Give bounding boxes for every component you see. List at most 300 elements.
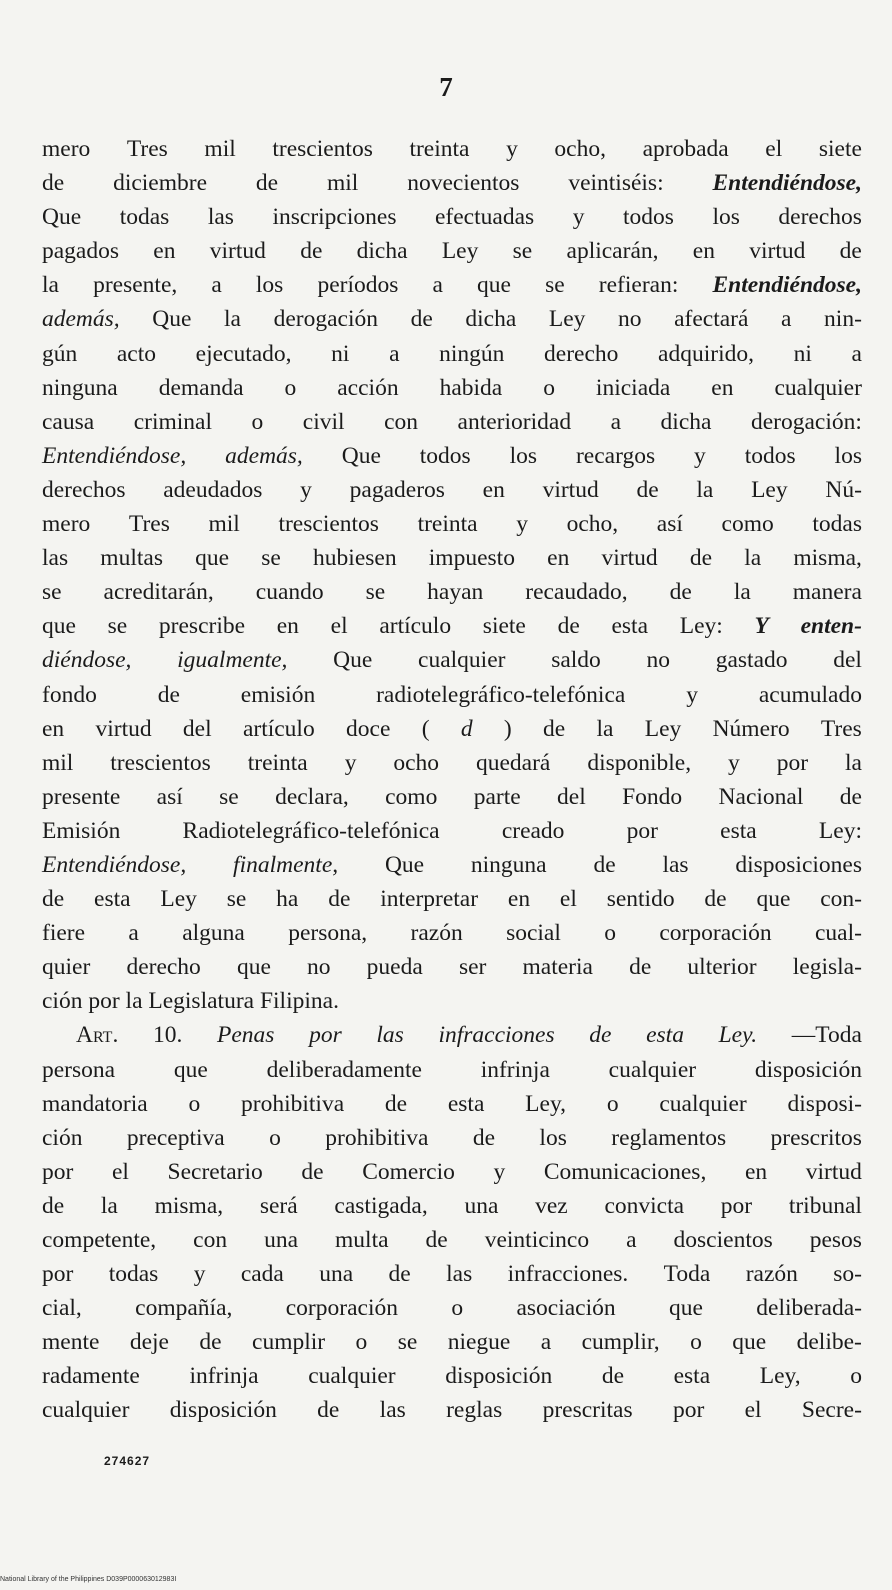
word: cualquier <box>418 647 506 674</box>
word: se <box>365 579 386 606</box>
word: criminal <box>133 408 213 435</box>
word: civil <box>302 408 345 435</box>
word: demanda <box>158 374 244 401</box>
word: ser <box>458 954 487 981</box>
word: una <box>319 1261 354 1288</box>
word: persona <box>42 1056 116 1083</box>
word: se <box>219 783 239 810</box>
word: por <box>309 1022 342 1049</box>
word: Ley <box>644 715 682 742</box>
word: y <box>344 749 357 776</box>
word: disposición <box>445 1363 553 1390</box>
word: las <box>207 204 234 231</box>
word: de <box>157 681 180 708</box>
text-line <box>42 1223 862 1257</box>
word: a <box>432 272 443 299</box>
word: de <box>300 238 323 265</box>
word: Tres <box>820 715 862 742</box>
word: trescientos <box>272 136 373 162</box>
article-heading <box>42 1018 862 1052</box>
text-line <box>42 439 862 473</box>
word: disposición <box>169 1397 277 1424</box>
word: mero <box>42 136 91 162</box>
word: o <box>604 920 617 947</box>
word: acto <box>116 340 157 367</box>
word: diéndose, <box>42 647 132 674</box>
word: ción <box>42 1124 83 1151</box>
word: finalmente, <box>233 851 339 878</box>
word: quedará <box>476 749 551 776</box>
word: esta <box>611 613 649 640</box>
text-line <box>42 1393 862 1427</box>
word: y <box>493 1158 506 1185</box>
word: en <box>482 476 505 503</box>
word: con- <box>820 886 862 913</box>
word: ni <box>331 340 350 367</box>
word: hayan <box>427 579 484 606</box>
word: que <box>236 954 271 981</box>
word: Que <box>341 442 381 469</box>
word: habida <box>439 374 503 401</box>
text-line <box>42 1359 862 1393</box>
word: cual- <box>814 920 862 947</box>
word: Ley <box>751 476 788 503</box>
word: acumulado <box>758 681 862 708</box>
signature-mark: 274627 <box>104 1454 151 1468</box>
word: treinta <box>247 749 308 776</box>
word: que <box>732 1329 767 1356</box>
text-line <box>42 916 862 950</box>
word: cumplir <box>252 1329 326 1356</box>
word: trescientos <box>110 749 211 776</box>
word: ocho, <box>566 511 619 538</box>
word: presente, <box>93 272 178 299</box>
text-line <box>42 1257 862 1291</box>
word: y <box>300 476 312 503</box>
word: ni <box>793 340 812 367</box>
word: nin- <box>824 306 862 333</box>
word: en <box>547 545 570 572</box>
word: la <box>845 749 862 776</box>
word: la <box>744 545 762 572</box>
word: derechos <box>42 476 126 503</box>
word: de <box>593 851 616 878</box>
word: todas <box>119 204 170 231</box>
word: fiere <box>42 920 86 947</box>
word: de <box>839 238 862 265</box>
word: presente <box>42 783 121 810</box>
word: tribunal <box>788 1192 862 1219</box>
word: recargos <box>575 442 656 469</box>
word: mandatoria <box>42 1090 148 1117</box>
word: los <box>539 1124 567 1151</box>
word: disposi- <box>787 1090 862 1117</box>
scan-footer: National Library of the Philippines D039P000063012983I <box>0 1576 177 1583</box>
word: razón <box>410 920 463 947</box>
word: treinta <box>409 136 470 162</box>
word: doscientos <box>673 1227 773 1253</box>
word: siete <box>482 613 526 640</box>
word: quier <box>42 954 91 981</box>
word: Penas <box>217 1022 275 1049</box>
word: los <box>712 204 740 231</box>
word: doce <box>346 715 391 742</box>
word: afectará <box>674 306 749 333</box>
word: legisla- <box>792 954 862 981</box>
word: de <box>601 1363 625 1390</box>
word: dicha <box>356 238 408 265</box>
word: recaudado, <box>525 579 628 606</box>
word: dicha <box>660 408 712 435</box>
word: Toda <box>663 1261 711 1288</box>
word: se <box>107 613 128 640</box>
word: ninguna <box>42 374 118 401</box>
word: Ley <box>548 306 586 333</box>
word: acción <box>337 374 399 401</box>
word: y <box>694 442 706 469</box>
word: acreditarán, <box>103 579 214 606</box>
word: Ley, <box>525 1090 567 1117</box>
text-line <box>42 848 862 882</box>
word: parte <box>473 783 521 810</box>
word: Entendiéndose, <box>712 170 862 197</box>
word: prescritos <box>770 1124 862 1151</box>
word: corporación <box>285 1295 398 1322</box>
word: de <box>388 1261 411 1288</box>
word: causa <box>42 408 95 435</box>
word: derechos <box>778 204 862 231</box>
word: y <box>193 1261 206 1288</box>
word: prescritas <box>542 1397 633 1424</box>
word: cualquier <box>608 1056 697 1083</box>
word: derogación <box>273 306 378 333</box>
word: alguna <box>182 920 245 947</box>
word: de <box>317 1397 340 1424</box>
word: infracciones <box>438 1022 555 1049</box>
word: gún <box>42 340 78 367</box>
word: ningún <box>439 340 505 367</box>
word: o <box>188 1090 201 1117</box>
text-line <box>42 882 862 916</box>
word: pagados <box>42 238 120 265</box>
text-line <box>42 507 862 541</box>
word: d <box>460 715 473 742</box>
word: de <box>410 306 433 333</box>
word: Tres <box>128 511 170 538</box>
word: por <box>626 817 658 844</box>
word: no <box>646 647 671 674</box>
word: adeudados <box>163 476 263 503</box>
text-line <box>42 132 862 166</box>
word: gastado <box>715 647 788 674</box>
text-line <box>42 1053 862 1087</box>
word: Que <box>333 647 373 674</box>
word: que <box>42 613 76 640</box>
word: mil <box>208 511 240 538</box>
word: a <box>781 306 792 333</box>
word: que <box>477 272 511 299</box>
word: o <box>606 1090 619 1117</box>
word: enten- <box>800 613 862 640</box>
word: saldo <box>551 647 601 674</box>
word: ninguna <box>470 851 547 878</box>
word: en <box>153 238 176 265</box>
word: cumplir, <box>581 1329 660 1356</box>
word: prescribe <box>158 613 246 640</box>
word: una <box>464 1192 499 1219</box>
word: o <box>690 1329 702 1356</box>
word: cualquier <box>42 1397 130 1424</box>
word: radamente <box>42 1363 140 1390</box>
word: novecientos <box>407 170 520 197</box>
word: multas <box>100 545 163 572</box>
word: las <box>42 545 69 572</box>
word: disponible, <box>587 749 692 776</box>
word: a <box>211 272 222 299</box>
word: la <box>224 306 241 333</box>
text-line <box>42 609 862 643</box>
text-line <box>42 541 862 575</box>
word: inscripciones <box>272 204 397 231</box>
word: reglamentos <box>611 1124 727 1151</box>
word: como <box>721 511 774 538</box>
word: que <box>669 1295 703 1322</box>
word: de <box>384 1090 408 1117</box>
word: el <box>765 136 783 162</box>
text-line <box>42 1155 862 1189</box>
word: adquirido, <box>658 340 754 367</box>
word: como <box>385 783 438 810</box>
word: así <box>656 511 683 538</box>
word: todos <box>744 442 796 469</box>
word: de <box>42 170 65 197</box>
word: del <box>833 647 862 674</box>
word: además, <box>225 442 303 469</box>
word: o <box>543 374 555 401</box>
word: no <box>617 306 642 333</box>
word: la <box>596 715 614 742</box>
word: materia <box>522 954 593 981</box>
word: manera <box>792 579 862 606</box>
word: deliberada- <box>756 1295 862 1322</box>
word: así <box>156 783 183 810</box>
text-line <box>42 1291 862 1325</box>
word: de <box>255 170 279 197</box>
word: cuando <box>255 579 324 606</box>
word: asociación <box>516 1295 616 1322</box>
word: ocho <box>393 749 440 776</box>
word: el <box>559 886 577 913</box>
word: igualmente, <box>177 647 288 674</box>
word: mero <box>42 511 91 538</box>
word: declara, <box>275 783 349 810</box>
word: por <box>42 1158 74 1185</box>
word: Entendiéndose, <box>712 272 862 299</box>
text-line <box>42 678 862 712</box>
word: con <box>384 408 419 435</box>
word: aprobada <box>642 136 729 162</box>
word: de <box>636 476 659 503</box>
word: Nú- <box>825 476 862 503</box>
word: la <box>733 579 751 606</box>
word: en <box>276 613 299 640</box>
word: compañía, <box>135 1295 233 1322</box>
word: además, <box>42 306 120 333</box>
word: misma, <box>793 545 862 572</box>
word: o <box>284 374 297 401</box>
word: niegue <box>447 1329 511 1356</box>
word: de <box>328 886 351 913</box>
word: sentido <box>606 886 675 913</box>
word: competente, <box>42 1227 157 1253</box>
word: se <box>545 272 565 299</box>
word: hubiesen <box>313 545 397 572</box>
word: cualquier <box>774 374 862 401</box>
word: razón <box>745 1261 798 1288</box>
text-line <box>42 234 862 268</box>
word: treinta <box>417 511 478 538</box>
word: de <box>42 886 65 913</box>
word: las <box>662 851 689 878</box>
word: misma, <box>154 1192 224 1219</box>
word: en <box>42 715 65 742</box>
word: ulterior <box>687 954 757 981</box>
word: Radiotelegráfico-telefónica <box>182 817 440 844</box>
word: —Toda <box>791 1022 862 1049</box>
word: artículo <box>242 715 315 742</box>
word: Comunicaciones, <box>543 1158 707 1185</box>
word: cualquier <box>659 1090 747 1117</box>
word: esta <box>447 1090 485 1117</box>
word: de <box>669 579 692 606</box>
word: todas <box>108 1261 159 1288</box>
word: las <box>446 1261 473 1288</box>
word: virtud <box>805 1158 862 1185</box>
word: deliberadamente <box>266 1056 422 1083</box>
word: en <box>711 374 734 401</box>
word: impuesto <box>428 545 515 572</box>
word: diciembre <box>113 170 208 197</box>
word: reglas <box>446 1397 503 1424</box>
word: cada <box>240 1261 284 1288</box>
word: por <box>42 1261 74 1288</box>
word: se <box>42 579 62 606</box>
word: Ley, <box>759 1363 801 1390</box>
word: social <box>506 920 561 947</box>
word: del <box>557 783 586 810</box>
word: 10. <box>152 1022 183 1049</box>
text-line: ción por la Legislatura Filipina. <box>42 988 339 1015</box>
text-line <box>42 166 862 200</box>
word: períodos <box>317 272 399 299</box>
word: ) <box>503 715 512 742</box>
word: radiotelegráfico-telefónica <box>376 681 626 708</box>
word: de <box>629 954 652 981</box>
word: Secre- <box>801 1397 862 1424</box>
word: el <box>744 1397 762 1424</box>
word: de <box>589 1022 612 1049</box>
word: y <box>516 511 528 538</box>
word: Entendiéndose, <box>42 851 187 878</box>
word: deje <box>129 1329 169 1356</box>
word: a <box>128 920 139 947</box>
text-line <box>42 950 862 984</box>
word: se <box>512 238 533 265</box>
word: a <box>389 340 400 367</box>
word: de <box>42 1192 65 1219</box>
word: de <box>557 613 580 640</box>
body-text <box>42 132 862 1428</box>
word: interpretar <box>380 886 479 913</box>
word: Y <box>754 613 769 640</box>
word: ( <box>421 715 430 742</box>
word: Comercio <box>362 1158 455 1185</box>
word: virtud <box>542 476 599 503</box>
word: la <box>100 1192 118 1219</box>
word: que <box>173 1056 208 1083</box>
word: Ley: <box>679 613 723 640</box>
word: mente <box>42 1329 100 1356</box>
word: en <box>692 238 715 265</box>
word: fondo <box>42 681 97 708</box>
word: esta <box>94 886 131 913</box>
text-line <box>42 1121 862 1155</box>
text-line <box>42 371 862 405</box>
word: de <box>472 1124 496 1151</box>
word: veintiséis: <box>568 170 664 197</box>
word: so- <box>833 1261 862 1288</box>
word: las <box>376 1022 404 1049</box>
word: por <box>720 1192 753 1219</box>
word: mil <box>42 749 74 776</box>
word: todas <box>812 511 862 538</box>
word: Tres <box>126 136 168 162</box>
word: virtud <box>601 545 658 572</box>
word: Que <box>42 204 82 231</box>
word: de <box>199 1329 222 1356</box>
word: todos <box>622 204 674 231</box>
word: de <box>839 783 862 810</box>
word: infrinja <box>480 1056 550 1083</box>
word: se <box>261 545 281 572</box>
word: los <box>509 442 538 469</box>
word: mil <box>204 136 236 162</box>
word: Ley <box>441 238 479 265</box>
word: cualquier <box>308 1363 396 1390</box>
word: y <box>572 204 585 231</box>
word: castigada, <box>334 1192 428 1219</box>
word: los <box>255 272 284 299</box>
word: por <box>776 749 809 776</box>
word: emisión <box>240 681 316 708</box>
text-line <box>42 473 862 507</box>
word: Art. <box>76 1022 119 1049</box>
text-line <box>42 712 862 746</box>
word: de <box>704 886 727 913</box>
word: será <box>259 1192 298 1219</box>
word: infracciones. <box>507 1261 629 1288</box>
word: corporación <box>659 920 772 947</box>
word: a <box>626 1227 637 1253</box>
word: esta <box>673 1363 711 1390</box>
word: esta <box>646 1022 684 1049</box>
text-line <box>42 1087 862 1121</box>
word: multa <box>335 1227 389 1253</box>
word: la <box>696 476 714 503</box>
word: virtud <box>95 715 152 742</box>
word: Entendiéndose, <box>42 442 187 469</box>
text-line <box>42 746 862 780</box>
